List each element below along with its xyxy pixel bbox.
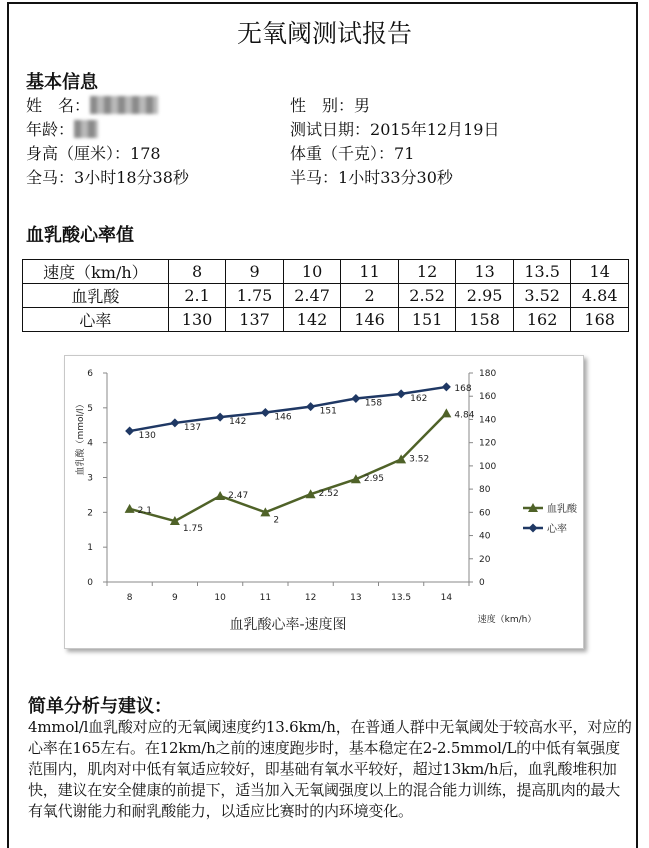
lactate-data-label: 4.84 (454, 410, 475, 421)
name-label: 姓 名： (26, 96, 91, 115)
x-tick-label: 12 (304, 593, 317, 603)
table-heading: 血乳酸心率值 (26, 225, 134, 246)
y-tick-label-right: 80 (479, 485, 491, 496)
table-cell: 1.75 (226, 284, 284, 308)
table-cell: 142 (283, 308, 341, 332)
table-cell: 158 (456, 308, 514, 332)
half-label: 半马： (290, 168, 339, 187)
heart-rate-point (442, 382, 451, 391)
test-date-value: 2015年12月19日 (370, 120, 500, 139)
table-cell: 151 (398, 308, 456, 332)
row-label-speed: 速度（km/h） (23, 260, 169, 284)
table-cell: 168 (571, 308, 629, 332)
y-tick-label-right: 20 (479, 554, 491, 565)
lactate-heart-chart (65, 356, 583, 648)
chart-title: 血乳酸心率-速度图 (229, 617, 347, 633)
heart-rate-data-label: 142 (229, 417, 247, 428)
weight-label: 体重（千克）： (290, 144, 395, 163)
heart-rate-data-label: 168 (454, 383, 472, 394)
basic-info-right (290, 94, 499, 190)
weight-value: 71 (394, 144, 415, 163)
table-cell: 2.52 (398, 284, 456, 308)
y-tick-label-right: 60 (479, 508, 491, 519)
table-cell: 9 (226, 260, 284, 284)
row-label-heart-rate: 心率 (23, 308, 169, 332)
heart-rate-data-label: 151 (319, 406, 337, 417)
x-tick-label: 11 (259, 593, 272, 603)
table-cell: 13 (456, 260, 514, 284)
age-redacted (74, 120, 98, 138)
table-cell: 2 (341, 284, 399, 308)
y-tick-label-left: 3 (87, 473, 93, 484)
series-line-lactate (130, 413, 447, 521)
height-value: 178 (130, 144, 161, 163)
age-label: 年龄： (26, 120, 75, 139)
lactate-data-label: 2.95 (363, 474, 384, 485)
y-tick-label-left: 4 (87, 438, 93, 449)
x-tick-label: 13 (350, 593, 362, 603)
table-cell: 146 (341, 308, 399, 332)
heart-rate-data-label: 137 (183, 422, 202, 433)
x-tick-label: 8 (126, 593, 133, 603)
x-tick-label: 13.5 (391, 593, 412, 603)
table-cell: 3.52 (513, 284, 571, 308)
x-axis-label: 速度（km/h） (477, 615, 537, 625)
lactate-data-label: 2.52 (318, 489, 339, 500)
lactate-data-label: 2.1 (137, 505, 152, 516)
table-cell: 14 (571, 260, 629, 284)
table-cell: 11 (341, 260, 399, 284)
chart-container (64, 355, 584, 649)
row-label-lactate: 血乳酸 (23, 284, 169, 308)
lactate-heart-table (22, 259, 629, 332)
table-row-lactate (23, 284, 629, 308)
x-tick-label: 14 (440, 593, 453, 603)
lactate-data-label: 3.52 (409, 454, 430, 465)
lactate-point (441, 408, 451, 417)
heart-rate-point (306, 402, 315, 411)
y-tick-label-right: 160 (479, 392, 497, 403)
table-cell: 8 (168, 260, 226, 284)
half-value: 1小时33分30秒 (338, 168, 453, 187)
table-cell: 162 (513, 308, 571, 332)
marathon-label: 全马： (26, 168, 75, 187)
legend-label-heart-rate: 心率 (547, 524, 567, 535)
basic-info-heading: 基本信息 (26, 72, 98, 93)
lactate-data-label: 2.47 (228, 490, 249, 501)
y-axis-label: 血乳酸（mmol/l） (76, 399, 86, 476)
table-cell: 2.95 (456, 284, 514, 308)
table-cell: 10 (283, 260, 341, 284)
y-tick-label-right: 100 (479, 461, 497, 472)
y-tick-label-left: 1 (87, 543, 93, 554)
marathon-value: 3小时18分38秒 (74, 168, 189, 187)
heart-rate-point (216, 413, 225, 422)
heart-rate-point (351, 394, 360, 403)
analysis-heading: 简单分析与建议： (28, 696, 172, 717)
heart-rate-data-label: 158 (364, 398, 383, 409)
gender-value: 男 (354, 96, 371, 115)
analysis-text: 4mmol/l血乳酸对应的无氧阈速度约13.6km/h，在普通人群中无氧阈处于较高水平，对应的心率在165左右。在12km/h之前的速度跑步时，基本稳定在2-2.5mmol/L的中低有氧强度范围内，肌肉对中低有氧适应较好，即基础有氧水平较好，超过13km/h后，血乳酸堆积加快，建议在安全健康的前提下，适当加入无氧阈强度以上的混合能力训练，提高肌肉的最大有氧代谢能力和耐乳酸能力，以适应比赛时的内环境变化。 (28, 718, 632, 820)
heart-rate-point (125, 427, 134, 436)
lactate-data-label: 2 (273, 515, 280, 526)
y-tick-label-right: 140 (479, 415, 497, 426)
heart-rate-point (170, 418, 179, 427)
y-tick-label-right: 40 (479, 531, 491, 542)
table-cell: 2.47 (283, 284, 341, 308)
table-cell: 4.84 (571, 284, 629, 308)
legend-marker-heart-rate (529, 524, 538, 533)
report-title: 无氧阈测试报告 (236, 19, 412, 48)
y-tick-label-right: 120 (479, 438, 497, 449)
x-tick-label: 9 (172, 593, 178, 603)
table-row-heart-rate (23, 308, 629, 332)
heart-rate-point (397, 389, 406, 398)
gender-label: 性 别： (290, 96, 355, 115)
heart-rate-data-label: 146 (274, 412, 292, 423)
table-cell: 137 (226, 308, 284, 332)
table-row-speed (23, 260, 629, 284)
y-tick-label-left: 6 (87, 369, 93, 379)
table-cell: 12 (398, 260, 456, 284)
height-label: 身高（厘米）： (26, 144, 131, 163)
y-tick-label-right: 0 (479, 578, 485, 588)
lactate-point (125, 504, 135, 513)
y-tick-label-left: 5 (87, 403, 93, 414)
name-redacted (90, 96, 158, 114)
heart-rate-data-label: 162 (410, 393, 428, 404)
heart-rate-data-label: 130 (138, 431, 156, 442)
y-tick-label-left: 0 (87, 578, 93, 588)
legend-label-lactate: 血乳酸 (547, 504, 577, 515)
y-tick-label-right: 180 (479, 369, 497, 379)
lactate-point (215, 491, 225, 500)
heart-rate-point (261, 408, 270, 417)
y-tick-label-left: 2 (87, 508, 93, 519)
table-cell: 2.1 (168, 284, 226, 308)
x-tick-label: 10 (214, 593, 226, 603)
table-cell: 13.5 (513, 260, 571, 284)
lactate-data-label: 1.75 (182, 524, 203, 535)
test-date-label: 测试日期： (290, 120, 371, 139)
basic-info-left (26, 94, 189, 190)
table-cell: 130 (168, 308, 226, 332)
